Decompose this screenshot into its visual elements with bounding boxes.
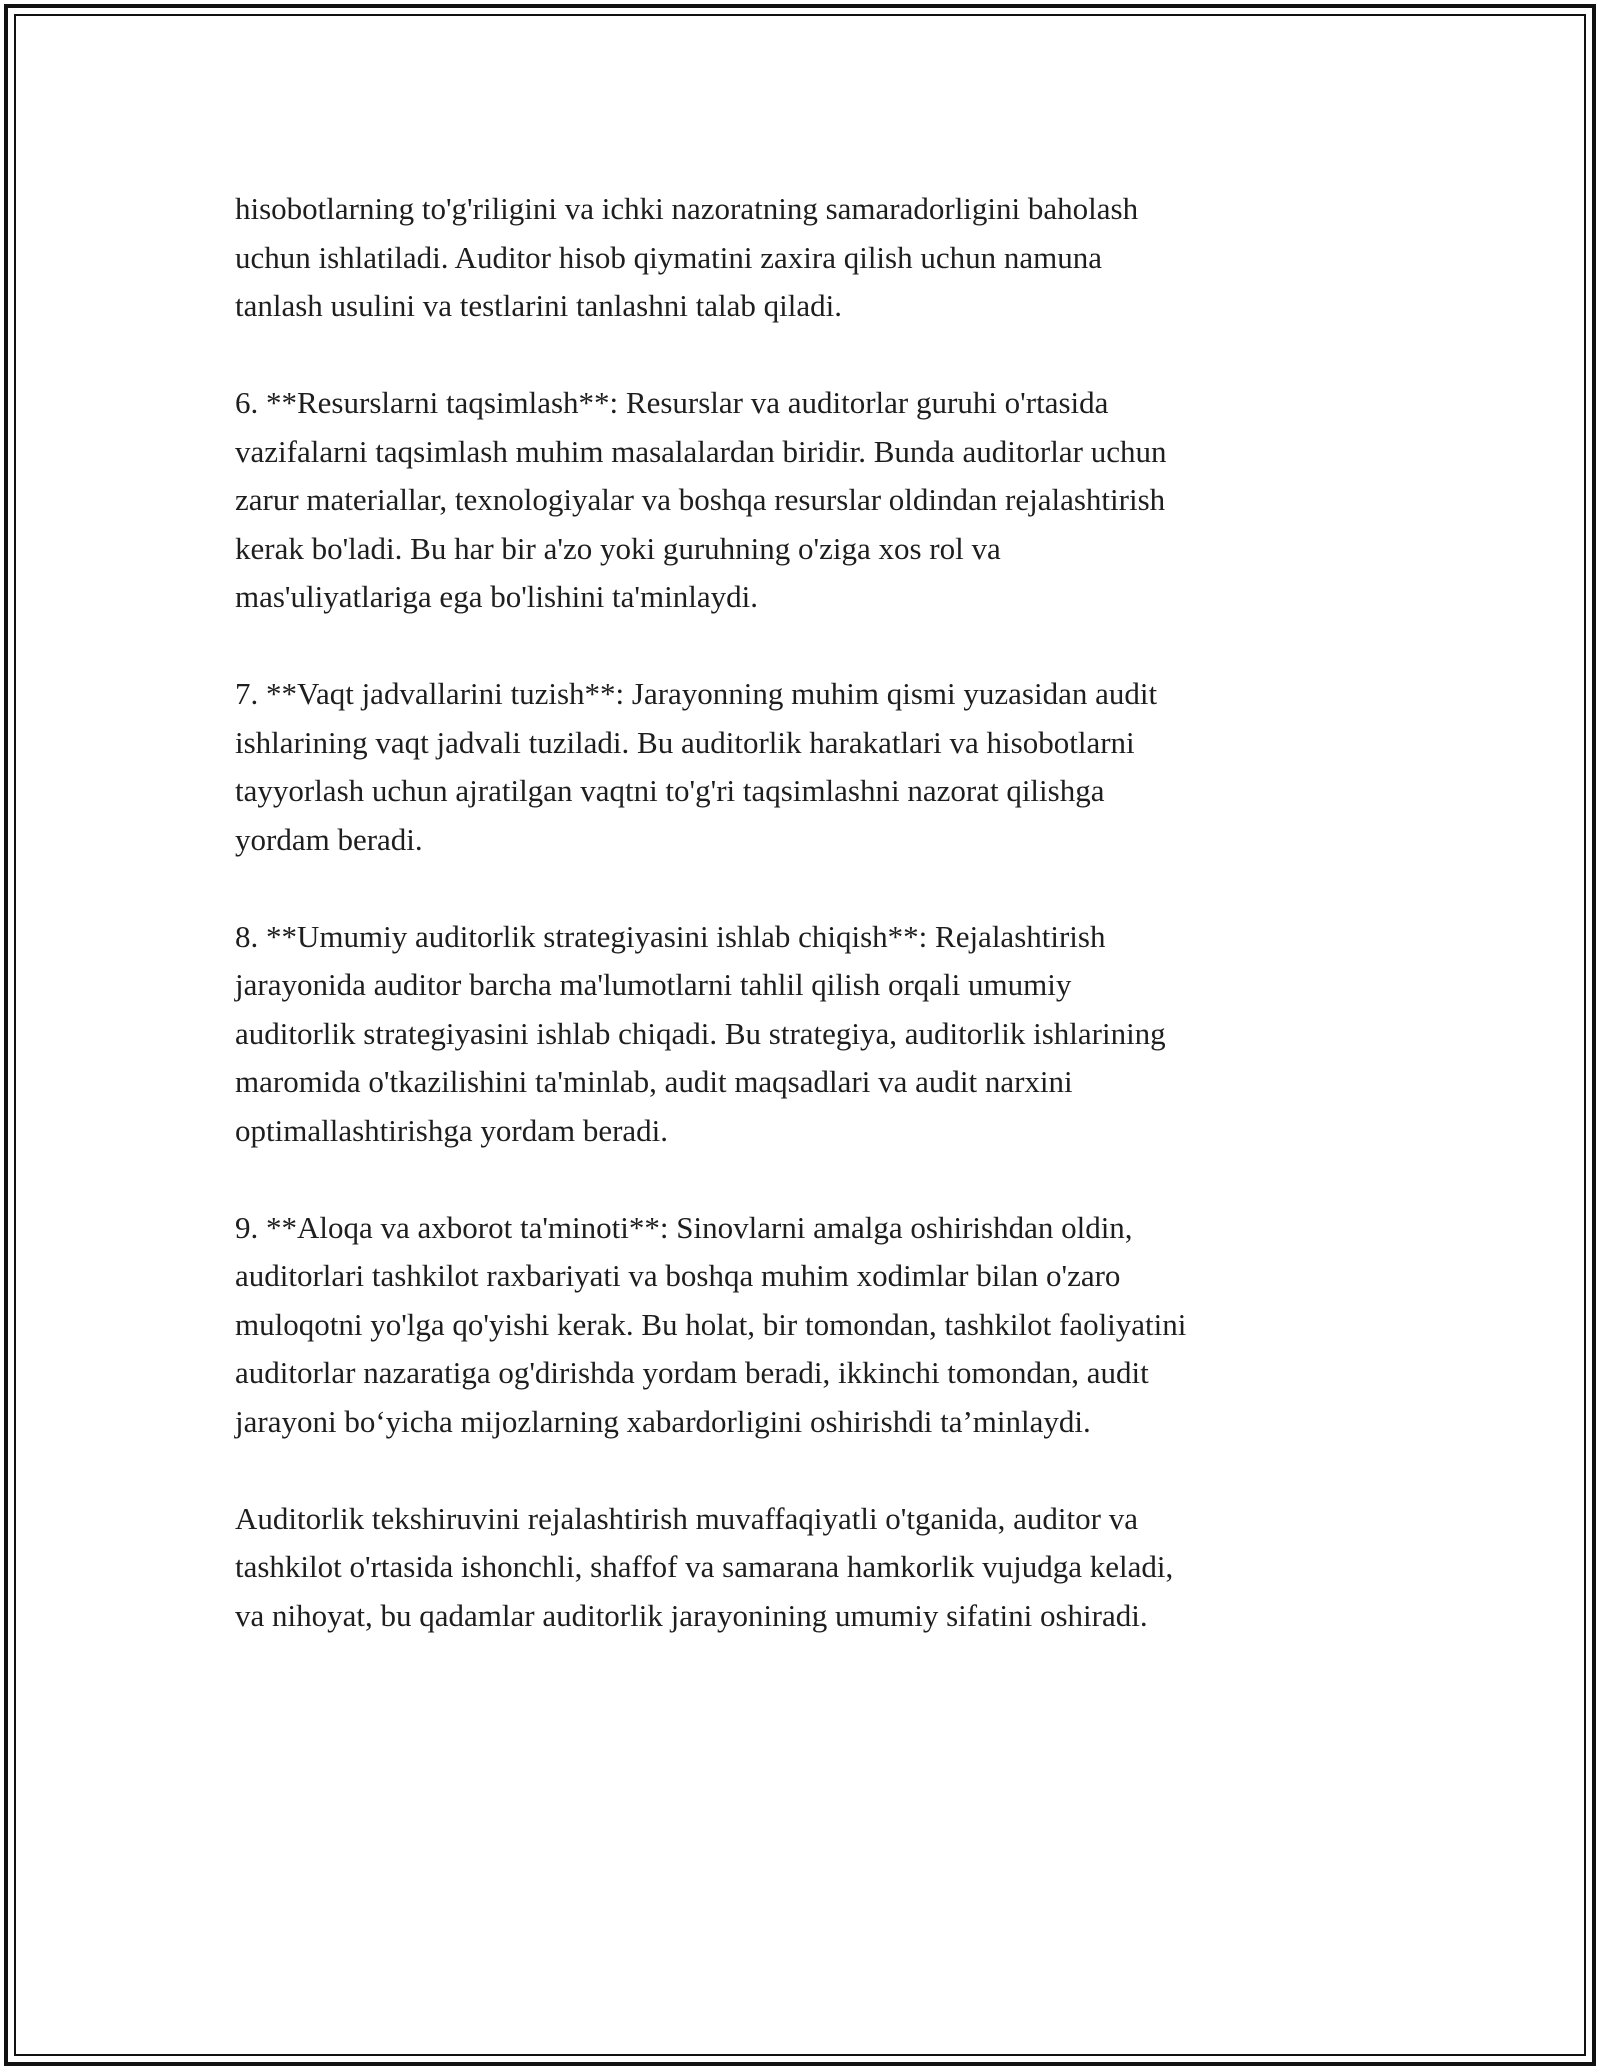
paragraph-conclusion: Auditorlik tekshiruvini rejalashtirish muvaffaqiyatli o'tganida, auditor va tashkilot o'rtasida ishonchli, shaffof va samarana hamkorlik vujudga keladi, va nihoyat, bu qadamlar auditorlik jarayonining umumiy sifatini oshiradi.: [235, 1500, 1174, 1633]
paragraph-item-7-time-schedules: 7. **Vaqt jadvallarini tuzish**: Jarayonning muhim qismi yuzasidan audit ishlarining vaqt jadvali tuziladi. Bu auditorlik harakatlari va hisobotlarni tayyorlash uchun ajratilgan vaqtni to'g'ri taqsimlashni nazorat qilishga yordam beradi.: [235, 676, 1158, 857]
paragraph-intro-continuation: hisobotlarning to'g'riligini va ichki nazoratning samaradorligini baholash uchun ishlatiladi. Auditor hisob qiymatini zaxira qilish uchun namuna tanlash usulini va testlarini tanlashni talab qiladi.: [235, 191, 1139, 323]
paragraph-item-8-audit-strategy: 8. **Umumiy auditorlik strategiyasini ishlab chiqish**: Rejalashtirish jarayonida auditor barcha ma'lumotlarni tahlil qilish orqali umumiy auditorlik strategiyasini ishlab chiqadi. Bu strategiya, auditorlik ishlarining maromida o'tkazilishini ta'minlab, audit maqsadlari va audit narxini optimallashtirishga yordam beradi.: [235, 918, 1166, 1148]
paragraph-item-9-communication: 9. **Aloqa va axborot ta'minoti**: Sinovlarni amalga oshirishdan oldin, auditorlari tashkilot raxbariyati va boshqa muhim xodimlar bilan o'zaro muloqotni yo'lga qo'yishi kerak. Bu holat, bir tomondan, tashkilot faoliyatini auditorlar nazaratiga og'dirishda yordam beradi, ikkinchi tomondan, audit jarayoni bo‘yicha mijozlarning xabardorligini oshirishdi ta’minlaydi.: [235, 1209, 1187, 1439]
document-body: [235, 185, 1375, 1640]
paragraph-item-6-resource-allocation: 6. **Resurslarni taqsimlash**: Resurslar va auditorlar guruhi o'rtasida vazifalarni taqsimlash muhim masalalardan biridir. Bunda auditorlar uchun zarur materiallar, texnologiyalar va boshqa resurslar oldindan rejalashtirish kerak bo'ladi. Bu har bir a'zo yoki guruhning o'ziga xos rol va mas'uliyatlariga ega bo'lishini ta'minlaydi.: [235, 385, 1167, 614]
